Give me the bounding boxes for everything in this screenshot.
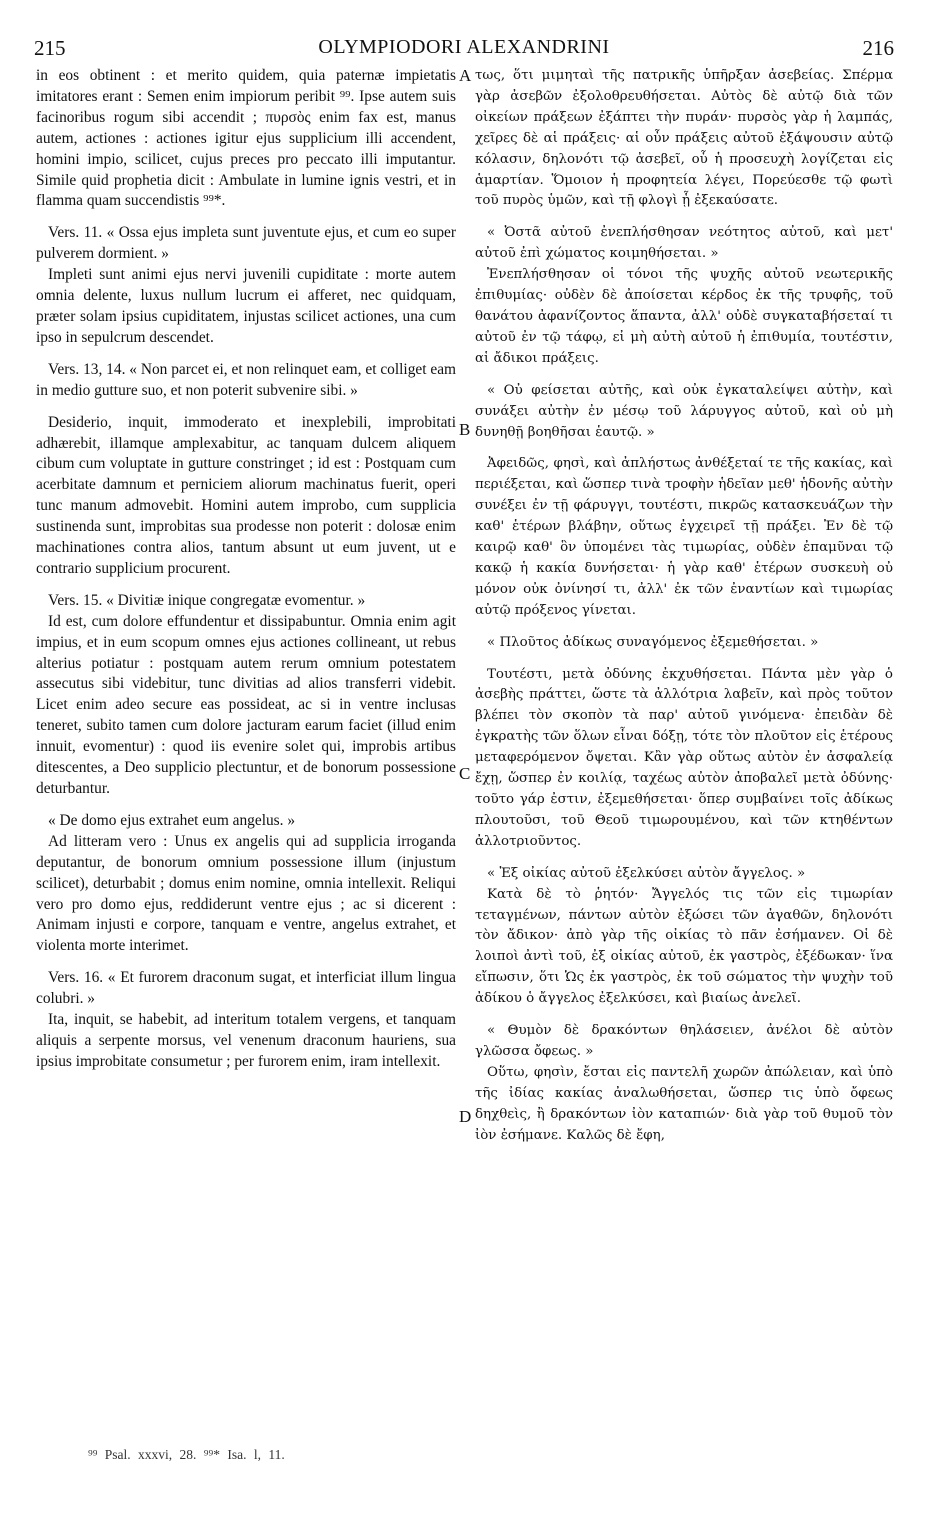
latin-paragraph: Id est, cum dolore effundentur et dissipabuntur. Omnia enim agit impius, et in eum scopum omnes ejus actiones collineant, ut rebus alterius potiatur : postquam autem rerum omnium potestatem assecutus sibi videbitur, tunc divitias ad alios transferri videbit. Licet enim adeo secure eas possideat, ac si in ventre inclusas teneret, subito tamen cum dolore jacturam earum faciet (illud enim innuit, evomentur) : quod iis evenire solet qui, improbis artibus ditescentes, a Deo supplicio plectuntur, et de bonorum possessione deturbantur. bbox=[36, 612, 456, 797]
latin-paragraph: Ad litteram vero : Unus ex angelis qui ad supplicia irroganda deputantur, de bonorum omnium possessione illum (injustum scilicet), deturbabit ; domus enim nomine, omnia intellexit. Reliqui vero pro domo ejus, reddiderunt ventre ejus ; ac si dicerent : Animam injusti e corpore, tanquam e ventre, angelus extrahet, et violenta morte interimet. bbox=[36, 832, 456, 955]
latin-column bbox=[36, 66, 456, 1073]
page-number-right: 216 bbox=[862, 36, 894, 60]
latin-paragraph: Impleti sunt animi ejus nervi juvenili cupiditate : morte autem omnia delente, luxus nullum lucrum ei afferet, nec quidquam, præter solam ipsius cupiditatem, injustas scilicet actiones, una cum ipso in sepulcrum descendet. bbox=[36, 266, 456, 346]
latin-paragraph: Ita, inquit, se habebit, ad interitum totalem vergens, et tanquam aliquis a serpente morsus, vel venenum draconum hauriens, sua ipsius improbitate consumetur ; per furorem enim, iram intellexit. bbox=[36, 1011, 456, 1070]
latin-paragraph: Desiderio, inquit, immoderato et inexplebili, improbitati adhærebit, illamque amplexabitur, ac tanquam dulcem aliquem cibum cum voluptate in gutture constringet ; id est : Postquam cum acerbitate damnum et perniciem aliorum machinatus fuerit, operi tunc manum admovebit. Homini autem improbo, cum supplicia sustinenda sunt, improbitas sua prodesse non poterit : dolosæ enim machinationes contra alios, tantum absunt ut eum juvent, ut e contrario supplicium procurent. bbox=[36, 413, 456, 577]
latin-verse-11: Vers. 11. « Ossa ejus impleta sunt juventute ejus, et cum eo super pulverem dormient. » bbox=[36, 224, 456, 263]
latin-paragraph: in eos obtinent : et merito quidem, quia paternæ impietatis imitatores erant : Semen enim impiorum peribit ⁹⁹. Ipse autem suis facinoribus rogum sibi accendit ; πυρσὸς enim fax est, manus autem, actiones : actiones igitur ejus supplicium illi accendent, homini impio, scilicet, cujus preces pro peccato illi imputantur. Simile quid prophetia dicit : Ambulate in lumine ignis vestri, et in flamma quam succendistis ⁹⁹*. bbox=[36, 67, 456, 210]
greek-paragraph: Οὕτω, φησὶν, ἔσται εἰς παντελῆ χωρῶν ἀπώλειαν, καὶ ὑπὸ τῆς ἰδίας κακίας ἀναλωθήσεται, ὥσπερ τις ὑπὸ ὄφεως δηχθεὶς, ἢ δρακόντων ἰὸν καταπιών· διὰ γὰρ τοῦ θυμοῦ τὸν ἰὸν ἐσήμανε. Καλῶς δὲ ἔφη, bbox=[475, 1064, 893, 1143]
margin-marker-a: A bbox=[459, 66, 472, 85]
latin-verse-quote: « De domo ejus extrahet eum angelus. » bbox=[48, 811, 296, 829]
latin-verse-15: Vers. 15. « Divitiæ inique congregatæ evomentur. » bbox=[48, 591, 366, 609]
greek-verse-15: « Πλοῦτος ἀδίκως συναγόμενος ἐξεμεθήσεται. » bbox=[487, 634, 819, 650]
greek-paragraph: τως, ὅτι μιμηταὶ τῆς πατρικῆς ὑπῆρξαν ἀσεβείας. Σπέρμα γὰρ ἀσεβῶν ἐξολοθρευθήσεται. Αὐτὸς δὲ αὐτῷ διὰ τῶν οἰκείων πράξεων ἐξάπτει τὴν πυράν· πυρσὸς γὰρ ἡ λαμπάς, χεῖρες δὲ αἱ πράξεις· αἱ οὖν πράξεις αὐτοῦ ἐξάψουσιν αὐτῷ κόλασιν, δηλονότι τῷ ἀσεβεῖ, οὗ ἡ προσευχὴ λογίζεται εἰς ἁμαρτίαν. Ὅμοιον ἡ προφητεία λέγει, Πορεύεσθε τῷ φωτὶ τοῦ πυρὸς ὑμῶν, καὶ τῇ φλογὶ ᾗ ἐξεκαύσατε. bbox=[475, 68, 893, 209]
greek-column bbox=[475, 66, 893, 1147]
greek-verse-quote: « Ἐξ οἰκίας αὐτοῦ ἐξελκύσει αὐτὸν ἄγγελος. » bbox=[487, 865, 806, 881]
greek-paragraph: Τουτέστι, μετὰ ὀδύνης ἐκχυθήσεται. Πάντα μὲν γὰρ ὁ ἀσεβὴς πράττει, ὥστε τὰ ἀλλότρια λαβεῖν, καὶ πρὸς τοῦτον βλέπει τὸν σκοπὸν τὰ παρ' αὐτοῦ γινόμενα· ἐπειδὰν δὲ ἐγκρατὴς τῶν ὅλων εἶναι δόξῃ, τότε τὸν πλοῦτον εἰς ἑτέρους μεταφερόμενον ὄψεται. Κἂν γὰρ οὕτως αὐτὸν ἐν ἀσφαλείᾳ ἔχῃ, ὥσπερ ἐν κοιλίᾳ, ταχέως αὐτὸν ἀποβαλεῖ μετὰ ὀδύνης· τοῦτο γάρ ἐστιν, ἐξεμεθήσεται· ὅπερ συμβαίνει τοῖς ἀδίκως πλουτοῦσι, τοῦ Θεοῦ τιμωρουμένου, καὶ τῶν κτηθέντων ἀλλοτριοῦντος. bbox=[475, 666, 893, 849]
margin-marker-c: C bbox=[459, 764, 471, 783]
greek-verse-11: « Ὀστᾶ αὐτοῦ ἐνεπλήσθησαν νεότητος αὐτοῦ, καὶ μετ' αὐτοῦ ἐπὶ χώματος κοιμηθήσεται. » bbox=[475, 225, 893, 262]
latin-verse-13-14: Vers. 13, 14. « Non parcet ei, et non relinquet eam, et colliget eam in medio gutture suo, et non poterit subvenire sibi. » bbox=[36, 360, 456, 399]
running-title: OLYMPIODORI ALEXANDRINI bbox=[318, 36, 610, 58]
greek-paragraph: Ἐνεπλήσθησαν οἱ τόνοι τῆς ψυχῆς αὐτοῦ νεωτερικῆς ἐπιθυμίας· οὐδὲν δὲ ἀποίσεται κέρδος ἐκ τῆς τρυφῆς, τοῦ θανάτου ἀφανίζοντος ἅπαντα, ἀλλ' οὐδὲ συγκαταβήσεταί τι αὐτοῦ ἐν τῷ τάφῳ, εἰ μὴ αὐτὴ αὐτοῦ ἡ ἐπιθυμία, τουτέστιν, αἱ ἄδικοι πράξεις. bbox=[475, 267, 893, 366]
page-header bbox=[34, 36, 894, 62]
footnotes: ⁹⁹ Psal. xxxvi, 28. ⁹⁹* Isa. l, 11. bbox=[88, 1447, 285, 1462]
latin-verse-16: Vers. 16. « Et furorem draconum sugat, et interficiat illum lingua colubri. » bbox=[36, 969, 456, 1008]
greek-verse-13-14: « Οὐ φείσεται αὐτῆς, καὶ οὐκ ἐγκαταλείψει αὐτὴν, καὶ συνάξει αὐτὴν ἐν μέσῳ τοῦ λάρυγγος αὐτοῦ, καὶ οὐ μὴ δυνηθῇ βοηθῆσαι ἑαυτῷ. » bbox=[475, 382, 893, 440]
margin-marker-b: B bbox=[459, 420, 471, 439]
margin-marker-d: D bbox=[459, 1107, 472, 1126]
greek-verse-16: « Θυμὸν δὲ δρακόντων θηλάσειεν, ἀνέλοι δὲ αὐτὸν γλῶσσα ὄφεως. » bbox=[475, 1023, 893, 1059]
page-number-left: 215 bbox=[34, 36, 66, 60]
greek-paragraph: Κατὰ δὲ τὸ ῥητόν· Ἄγγελός τις τῶν εἰς τιμωρίαν τεταγμένων, πάντων αὐτὸν ἐξώσει τῶν ἀγαθῶν, δηλονότι τὸν ἄδικον· ἀπὸ γὰρ τῆς οἰκίας τὸ πᾶν ἐσήμανεν. Οἱ δὲ λοιποὶ ἀντὶ τοῦ, ἐξ οἰκίας αὐτοῦ, ἐκ γαστρὸς, ἐξέδωκαν· ἵνα εἴπωσιν, ὅτι Ὡς ἐκ γαστρὸς, ἐκ τοῦ σώματος τὴν ψυχὴν τοῦ ἀδίκου ὁ ἄγγελος ἐξελκύσει, καὶ βιαίως ἀνελεῖ. bbox=[475, 886, 893, 1007]
greek-paragraph: Ἀφειδῶς, φησὶ, καὶ ἀπλήστως ἀνθέξεταί τε τῆς κακίας, καὶ περιέξεται, καὶ ὥσπερ τινὰ τροφὴν ἡδεῖαν μεθ' ἡδονῆς αὐτὴν συνέξει ἐν τῇ φάρυγγι, τουτέστι, πικρῶς κατασκευάζων τὴν καθ' ἑτέρων βλάβην, οὕτως ἐγχειρεῖ τῇ πράξει. Ἐν δὲ τῷ καιρῷ καθ' ὃν ὑπομένει τὰς τιμωρίας, οὐδὲν ἐπαμῦναι τῷ κακῷ ἡ κακία δυνήσεται· ἡ γὰρ καθ' ἑτέρων συσκευὴ οὐ μόνον οὐκ ὀνίνησί τι, ἀλλ' ἐκ τῶν ἐναντίων καὶ τιμωρίας αὐτῷ πρόξενος γίνεται. bbox=[475, 456, 893, 618]
